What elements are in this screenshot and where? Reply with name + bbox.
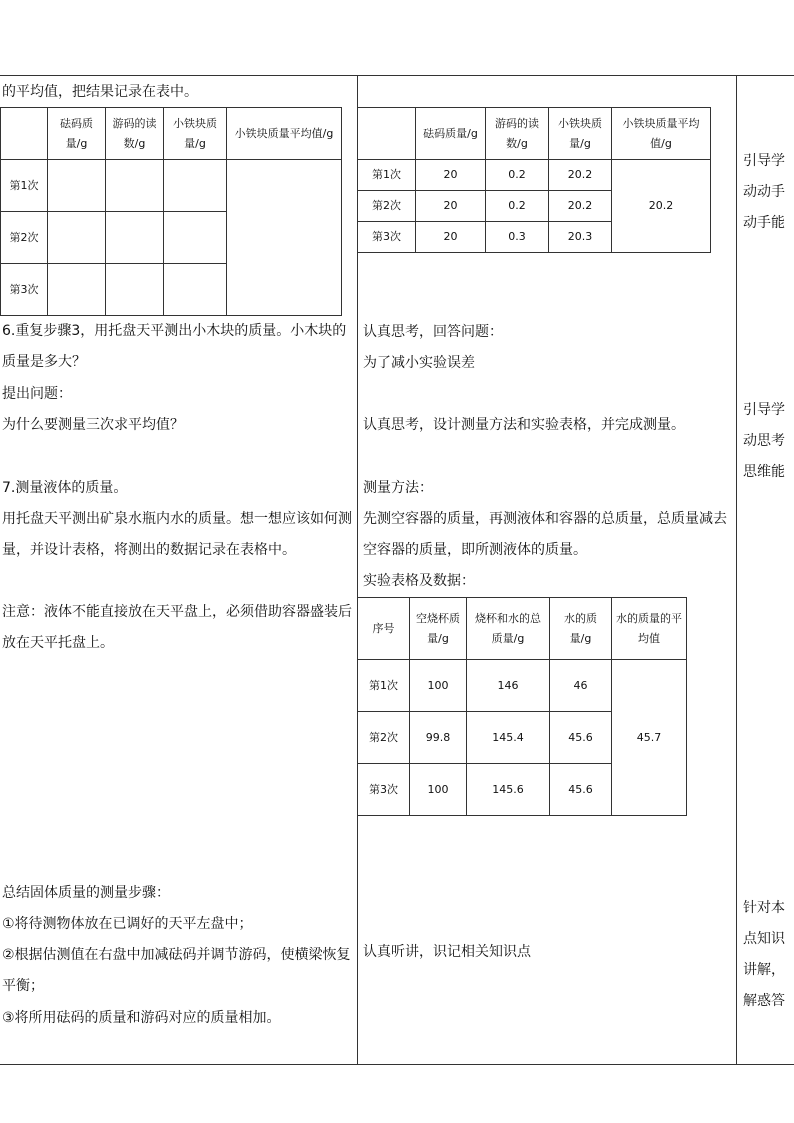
table-cell <box>164 212 227 264</box>
row-label: 第3次 <box>358 222 416 253</box>
header-cell: 小铁块质量/g <box>164 108 227 160</box>
row-label: 第1次 <box>1 160 48 212</box>
mass-cell: 20.2 <box>549 160 612 191</box>
header-cell: 砝码质量/g <box>416 108 486 160</box>
note-line: 点知识 <box>743 931 785 947</box>
weight-cell: 20 <box>416 222 486 253</box>
row-label: 第2次 <box>1 212 48 264</box>
step7-title: 7.测量液体的质量。 <box>2 480 128 496</box>
summary-step-2: ②根据估测值在右盘中加减砝码并调节游码，使横梁恢复平衡； <box>2 947 351 994</box>
row-label: 第3次 <box>1 264 48 316</box>
water-cell: 45.6 <box>550 712 612 764</box>
row-label: 第1次 <box>358 660 410 712</box>
note-line: 解惑答 <box>743 993 785 1009</box>
note-line: 讲解， <box>743 962 785 978</box>
total-cell: 145.6 <box>467 764 550 816</box>
table-top-border <box>0 75 794 76</box>
header-cell: 水的质量的平均值 <box>612 598 687 660</box>
header-cell: 小铁块质量/g <box>549 108 612 160</box>
liquid-mass-table <box>357 597 687 816</box>
note-line: 思维能 <box>743 464 785 480</box>
intro-text: 的平均值，把结果记录在表中。 <box>2 84 198 100</box>
column-divider-2 <box>736 75 737 1065</box>
method-label: 测量方法： <box>363 480 433 496</box>
note-line: 引导学 <box>743 402 785 418</box>
cup-cell: 99.8 <box>410 712 467 764</box>
question-text: 为什么要测量三次求平均值？ <box>2 417 184 433</box>
method-text: 先测空容器的质量，再测液体和容器的总质量，总质量减去空容器的质量，即所测液体的质量。 <box>363 511 727 558</box>
table-cell <box>106 212 164 264</box>
row-label: 第3次 <box>358 764 410 816</box>
mass-cell: 20.2 <box>549 191 612 222</box>
design-text: 认真思考，设计测量方法和实验表格，并完成测量。 <box>363 417 685 433</box>
note-line: 动动手 <box>743 184 785 200</box>
table-cell <box>48 160 106 212</box>
average-cell <box>227 160 342 316</box>
table-cell <box>106 160 164 212</box>
iron-block-data-table <box>357 107 711 253</box>
header-cell: 游码的读数/g <box>106 108 164 160</box>
step6-text: 6.重复步骤3，用托盘天平测出小木块的质量。小木块的质量是多大？ <box>2 323 347 370</box>
cup-cell: 100 <box>410 660 467 712</box>
note-text: 注意：液体不能直接放在天平盘上，必须借助容器盛装后放在天平托盘上。 <box>2 604 352 651</box>
mass-cell: 20.3 <box>549 222 612 253</box>
row-label: 第2次 <box>358 712 410 764</box>
total-cell: 146 <box>467 660 550 712</box>
summary-title: 总结固体质量的测量步骤： <box>2 885 170 901</box>
teacher-note-1 <box>743 146 794 239</box>
header-cell <box>358 108 416 160</box>
weight-cell: 20 <box>416 191 486 222</box>
header-cell: 烧杯和水的总质量/g <box>467 598 550 660</box>
cup-cell: 100 <box>410 764 467 816</box>
header-cell: 砝码质量/g <box>48 108 106 160</box>
header-cell: 小铁块质量平均值/g <box>612 108 711 160</box>
header-cell: 序号 <box>358 598 410 660</box>
note-line: 引导学 <box>743 153 785 169</box>
answer-text: 为了减小实验误差 <box>363 355 475 371</box>
header-cell: 水的质量/g <box>550 598 612 660</box>
note-line: 动手能 <box>743 215 785 231</box>
average-cell: 45.7 <box>612 660 687 816</box>
row-label: 第2次 <box>358 191 416 222</box>
rider-cell: 0.3 <box>486 222 549 253</box>
table-cell <box>106 264 164 316</box>
water-cell: 45.6 <box>550 764 612 816</box>
water-cell: 46 <box>550 660 612 712</box>
summary-step-3: ③将所用砝码的质量和游码对应的质量相加。 <box>2 1010 281 1026</box>
header-cell <box>1 108 48 160</box>
header-cell: 空烧杯质量/g <box>410 598 467 660</box>
rider-cell: 0.2 <box>486 191 549 222</box>
table-cell <box>164 264 227 316</box>
weight-cell: 20 <box>416 160 486 191</box>
listen-text: 认真听讲，识记相关知识点 <box>363 944 531 960</box>
summary-step-1: ①将待测物体放在已调好的天平左盘中； <box>2 916 253 932</box>
note-line: 针对本 <box>743 900 785 916</box>
header-cell: 游码的读数/g <box>486 108 549 160</box>
table-cell <box>48 212 106 264</box>
rider-cell: 0.2 <box>486 160 549 191</box>
table-label: 实验表格及数据： <box>363 573 475 589</box>
teacher-note-2 <box>743 395 794 488</box>
row-label: 第1次 <box>358 160 416 191</box>
table-bottom-border <box>0 1064 794 1065</box>
iron-block-empty-table <box>0 107 342 316</box>
think-text: 认真思考，回答问题： <box>363 324 503 340</box>
table-cell <box>48 264 106 316</box>
ask-label: 提出问题： <box>2 386 72 402</box>
average-cell: 20.2 <box>612 160 711 253</box>
step7-body: 用托盘天平测出矿泉水瓶内水的质量。想一想应该如何测量，并设计表格，将测出的数据记录在表格中。 <box>2 511 352 558</box>
teacher-note-3 <box>743 893 794 1017</box>
note-line: 动思考 <box>743 433 785 449</box>
total-cell: 145.4 <box>467 712 550 764</box>
table-cell <box>164 160 227 212</box>
header-cell: 小铁块质量平均值/g <box>227 108 342 160</box>
